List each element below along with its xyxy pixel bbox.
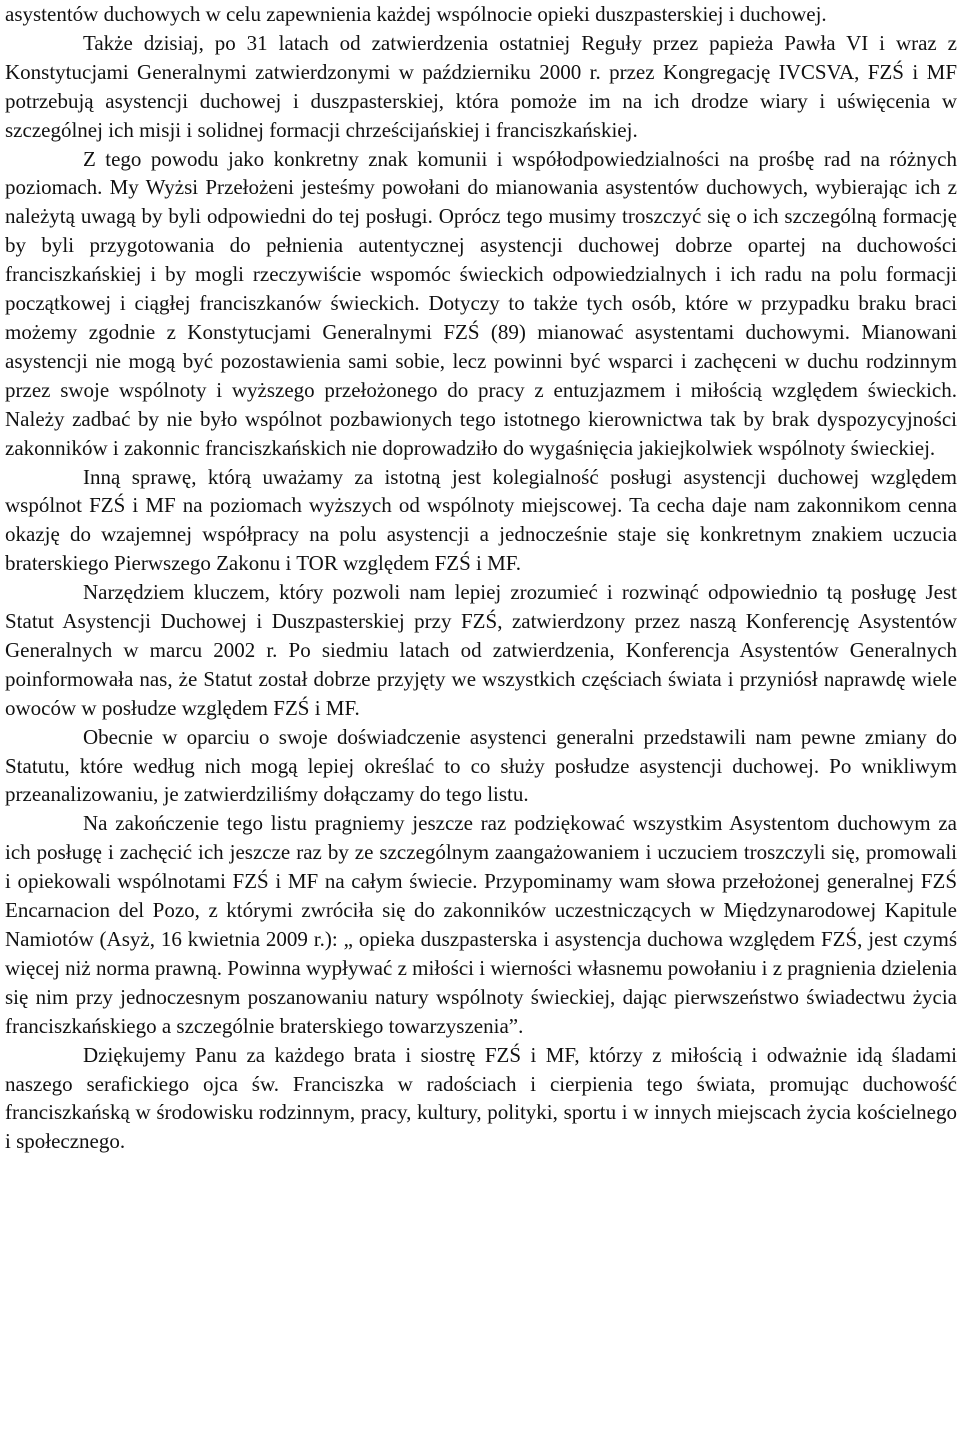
paragraph-appointment-of-assistants: Z tego powodu jako konkretny znak komunii i współodpowiedzialności na prośbę rad na różnych poziomach. My Wyżsi Przełożeni jesteśmy powołani do mianowania asystentów duchowych, wybierając ich z należytą uwagą by byli odpowiedni do tej posługi. Oprócz tego musimy troszczyć się o ich szczególną formację by byli przygotowania do pełnienia autentycznej asystencji duchowej dobrze opartej na duchowości franciszkańskiej i by mogli rzeczywiście wspomóc świeckich odpowiedzialnych i ich radu na polu formacji początkowej i ciągłej franciszkanów świeckich. Dotyczy to także tych osób, które w przypadku braku braci możemy zgodnie z Konstytucjami Generalnymi FZŚ (89) mianować asystentami duchowymi. Mianowani asystencji nie mogą być pozostawienia sami sobie, lecz powinni być wsparci i zachęceni w duchu rodzinnym przez swoje wspólnoty i wyższego przełożonego do pracy z entuzjazmem i miłością względem świeckich. Należy zadbać by nie było wspólnot pozbawionych tego istotnego kierownictwa tak by brak dyspozycyjności zakonników i zakonnic franciszkańskich nie doprowadziło do wygaśnięcia jakiejkolwiek wspólnoty świeckiej.: [5, 146, 957, 460]
paragraph-closing-thanks: Na zakończenie tego listu pragniemy jeszcze raz podziękować wszystkim Asystentom duchowym za ich posługę i zachęcić ich jeszcze raz by ze szczególnym zaangażowaniem i uczuciem troszczyli się, promowali i opiekowali wspólnotami FZŚ i MF na całym świecie. Przypominamy wam słowa przełożonej generalnej FZŚ Encarnacion del Pozo, z którymi zwróciła się do zakonników uczestniczących w Międzynarodowej Kapitule Namiotów (Asyż, 16 kwietnia 2009 r.): „ opieka duszpasterska i asystencja duchowa względem FZŚ, jest czymś więcej niż norma prawną. Powinna wypływać z miłości i wierności własnemu powołaniu i z pragnienia dzielenia się nim przy jednoczesnym poszanowaniu natury wspólnoty świeckiej, dając pierwszeństwo świadectwu życia franciszkańskiego a szczególnie braterskiego towarzyszenia”.: [5, 811, 957, 1038]
paragraph-statute: Narzędziem kluczem, który pozwoli nam lepiej zrozumieć i rozwinąć odpowiednio tą posługę Jest Statut Asystencji Duchowej i Duszpasterskiej przy FZŚ, zatwierdzony przez naszą Konferencję Asystentów Generalnych w marcu 2002 r. Po siedmiu latach od zatwierdzenia, Konferencja Asystentów Generalnych poinformowała nas, że Statut został dobrze przyjęty we wszystkich częściach świata i przyniósł naprawdę wiele owoców w posłudze względem FZŚ i MF.: [5, 580, 957, 720]
paragraph-statute-changes: Obecnie w oparciu o swoje doświadczenie asystenci generalni przedstawili nam pewne zmiany do Statutu, które według nich mogą lepiej określać to co służy posłudze asystencji duchowej. Po wnikliwym przeanalizowaniu, je zatwierdziliśmy dołączamy do tego listu.: [5, 724, 957, 807]
document-body: [5, 0, 957, 1156]
paragraph-collegiality: Inną sprawę, którą uważamy za istotną jest kolegialność posługi asystencji duchowej względem wspólnot FZŚ i MF na poziomach wyższych od wspólnoty miejscowej. Ta cecha daje nam zakonnikom cenna okazję do wzajemnej współpracy na polu asystencji a jednocześnie staje się konkretnym znakiem uczucia braterskiego Pierwszego Zakonu i TOR względem FZŚ i MF.: [5, 464, 957, 576]
paragraph-continuation: asystentów duchowych w celu zapewnienia każdej wspólnocie opieki duszpasterskiej i duchowej.: [5, 2, 827, 26]
paragraph-final-gratitude: Dziękujemy Panu za każdego brata i siostrę FZŚ i MF, którzy z miłością i odważnie idą śladami naszego serafickiego ojca św. Franciszka w radościach i cierpienia tego świata, promując duchowość franciszkańską w środowisku rodzinnym, pracy, kultury, polityki, sportu i w innych miejscach życia kościelnego i społecznego.: [5, 1042, 957, 1154]
paragraph-rule-context: Także dzisiaj, po 31 latach od zatwierdzenia ostatniej Reguły przez papieża Pawła VI i wraz z Konstytucjami Generalnymi zatwierdzonymi w październiku 2000 r. przez Kongregację IVCSVA, FZŚ i MF potrzebują asystencji duchowej i duszpasterskiej, która pomoże im na ich drodze wiary i uświęcenia w szczególnej ich misji i solidnej formacji chrześcijańskiej i franciszkańskiej.: [5, 30, 957, 142]
